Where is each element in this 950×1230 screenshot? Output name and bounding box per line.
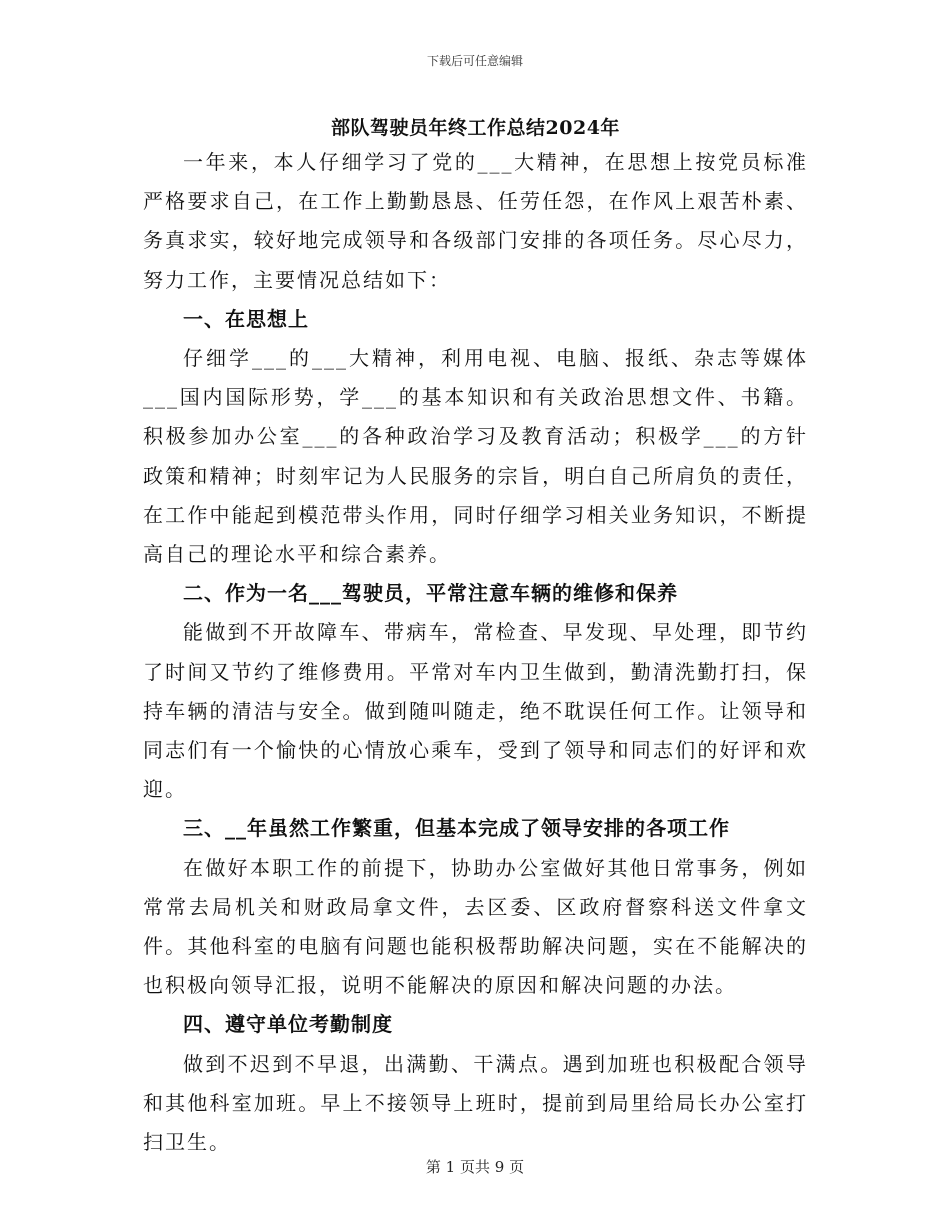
section-2: [143, 574, 808, 809]
document-body: [143, 113, 808, 1162]
section-body: 能做到不开故障车、带病车，常检查、早发现、早处理，即节约了时间又节约了维修费用。平常对车内卫生做到，勤清洗勤打扫，保持车辆的清洁与安全。做到随叫随走，绝不耽误任何工作。让领导和同志们有一个愉快的心情放心乘车，受到了领导和同志们的好评和欢迎。: [143, 620, 808, 802]
page-number: 第 1 页共 9 页: [425, 1158, 525, 1176]
page-header-note: 下载后可任意编辑: [426, 54, 523, 68]
section-4: [143, 1005, 808, 1162]
section-heading: 一、在思想上: [183, 306, 309, 331]
section-body: 在做好本职工作的前提下，协助办公室做好其他日常事务，例如常常去局机关和财政局拿文件，去区委、区政府督察科送文件拿文件。其他科室的电脑有问题也能积极帮助解决问题，实在不能解决的也积极向领导汇报，说明不能解决的原因和解决问题的办法。: [143, 855, 808, 998]
section-body: 做到不迟到不早退，出满勤、干满点。遇到加班也积极配合领导和其他科室加班。早上不接领导上班时，提前到局里给局长办公室打扫卫生。: [143, 1051, 808, 1155]
intro-paragraph: 一年来，本人仔细学习了党的___大精神，在思想上按党员标准严格要求自己，在工作上勤勤恳恳、任劳任怨，在作风上艰苦朴素、务真求实，较好地完成领导和各级部门安排的各项任务。尽心尽力，努力工作，主要情况总结如下：: [143, 150, 808, 292]
section-body: 仔细学___的___大精神，利用电视、电脑、报纸、杂志等媒体___国内国际形势，学___的基本知识和有关政治思想文件、书籍。积极参加办公室___的各种政治学习及教育活动；积极学___的方针政策和精神；时刻牢记为人民服务的宗旨，明白自己所肩负的责任，在工作中能起到模范带头作用，同时仔细学习相关业务知识，不断提高自己的理论水平和综合素养。: [143, 346, 808, 567]
section-heading: 四、遵守单位考勤制度: [183, 1012, 393, 1037]
section-heading: 二、作为一名___驾驶员，平常注意车辆的维修和保养: [183, 581, 678, 606]
section-1: [143, 300, 808, 574]
section-3: [143, 809, 808, 1005]
section-heading: 三、__年虽然工作繁重，但基本完成了领导安排的各项工作: [183, 816, 730, 841]
document-title: 部队驾驶员年终工作总结2024年: [331, 117, 620, 139]
